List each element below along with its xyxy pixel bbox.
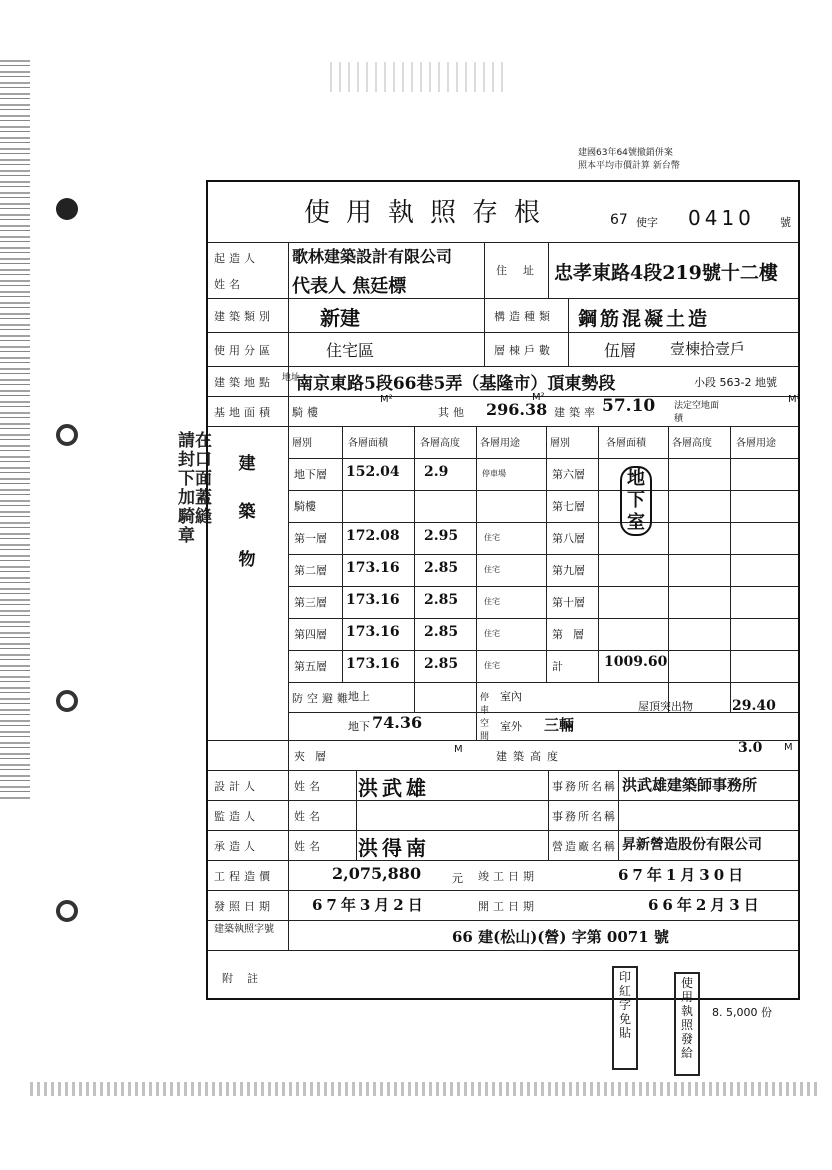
parking-indoor: 室內: [500, 690, 522, 703]
floor-height: 2.85: [424, 624, 459, 640]
punch-hole-2: [56, 424, 78, 446]
floor-height: 2.85: [424, 560, 459, 576]
floor-use: 住宅: [484, 533, 500, 542]
floor-area: 173.16: [346, 592, 400, 608]
scan-edge-noise: [0, 60, 30, 800]
unit-count-label: 層棟戶數: [494, 344, 554, 357]
roof-value: 29.40: [732, 698, 776, 714]
form-title: 使用執照存根: [304, 198, 557, 228]
completion-date: 67年1月30日: [618, 866, 748, 884]
parking-outdoor: 室外: [500, 720, 522, 733]
parking-label: 停車空間: [480, 693, 490, 742]
total-value: 1009.60: [604, 654, 668, 670]
cost-value: 2,075,880: [332, 864, 422, 883]
issue-date: 67年3月2日: [312, 896, 427, 914]
area-col-arcade: 騎樓: [292, 406, 322, 419]
builder-rep: 代表人 焦廷標: [292, 276, 407, 297]
floor-name: 第四層: [294, 628, 327, 641]
license-word: 使字: [636, 216, 658, 229]
col-floor: 層別: [292, 438, 312, 449]
floor-right-6: 第六層: [552, 468, 585, 481]
permit-label: 建築執照字號: [214, 924, 274, 935]
col-use-r: 各層用途: [736, 438, 776, 449]
structure-value: 鋼筋混凝土造: [578, 308, 711, 330]
address-label: 住址: [496, 264, 550, 277]
floor-right-7: 第七層: [552, 500, 585, 513]
floor-area: 173.16: [346, 656, 400, 672]
builder-name-label: 姓名: [214, 278, 244, 291]
col-area-r: 各層面積: [606, 438, 646, 449]
builder-label: 起造人: [214, 252, 259, 265]
floor-use: 停車場: [482, 469, 506, 478]
site-sub: 地址: [282, 373, 301, 383]
civil-def-label: 防空避難: [292, 692, 352, 705]
supervisor-office-label: 事務所名稱: [552, 810, 617, 823]
contractor-label: 承造人: [214, 840, 259, 853]
civil-def-below-value: 74.36: [372, 713, 423, 732]
bld-height-label: 建築高度: [496, 750, 564, 763]
floor-name: 第三層: [294, 596, 327, 609]
top-noise: [330, 62, 510, 92]
floor-right-8: 第八層: [552, 532, 585, 545]
floor-height: 2.9: [424, 464, 449, 480]
area-col-ratio: 建築率: [554, 406, 599, 419]
seal-stamp-1: 印紅字免貼: [612, 966, 638, 1070]
designer-office-label: 事務所名稱: [552, 780, 617, 793]
designer-label: 設計人: [214, 780, 259, 793]
overprint-basement: 地下室: [620, 466, 652, 536]
floor-height: 2.85: [424, 592, 459, 608]
issue-label: 發照日期: [214, 900, 274, 913]
col-use: 各層用途: [480, 438, 520, 449]
floor-right-10: 第十層: [552, 596, 585, 609]
floor-name: 第一層: [294, 532, 327, 545]
address-value: 忠孝東路4段219號十二樓: [554, 262, 778, 284]
area-col-open: 法定空地面積: [674, 401, 720, 424]
top-stamp-2: 照本平均市價計算 新台幣: [578, 161, 680, 171]
top-stamp-1: 建國63年64號撤銷併案: [578, 148, 673, 158]
punch-hole-1: [56, 198, 78, 220]
floor-name: 騎樓: [294, 500, 316, 513]
contractor-name: 洪得南: [358, 836, 430, 860]
designer-office: 洪武雄建築師事務所: [622, 776, 758, 794]
building-class-label: 建築類別: [214, 310, 274, 323]
building-label: 建築物: [238, 454, 256, 570]
supervisor-name-label: 姓名: [294, 810, 324, 823]
civil-def-below: 地下: [348, 720, 370, 733]
contractor-name-label: 姓名: [294, 840, 324, 853]
roof-height: 3.0: [738, 740, 763, 756]
floor-right-total: 計: [552, 660, 573, 673]
floor-area: 173.16: [346, 624, 400, 640]
area-col-other: 其他: [438, 406, 468, 419]
use-zone-label: 使用分區: [214, 344, 274, 357]
units-value: 壹棟拾壹戶: [670, 340, 746, 358]
start-date: 66年2月3日: [648, 896, 763, 914]
bottom-noise: [30, 1082, 820, 1096]
completion-label: 竣工日期: [478, 870, 538, 883]
mezz-label: 夾層: [294, 750, 336, 763]
col-height-r: 各層高度: [672, 438, 712, 449]
punch-hole-3: [56, 690, 78, 712]
side-note: 請在封口下面加蓋騎縫章: [178, 431, 212, 546]
site-label: 建築地點: [214, 376, 274, 389]
roof-label: 屋頂突出物: [638, 700, 693, 713]
note-label: 附註: [222, 972, 272, 985]
supervisor-label: 監造人: [214, 810, 259, 823]
start-label: 開工日期: [478, 900, 538, 913]
area-ratio-value: 57.10: [602, 396, 656, 416]
structure-label: 構造種類: [494, 310, 554, 323]
builder-value: 歌林建築設計有限公司: [292, 247, 453, 266]
area-other-value: 296.38: [486, 400, 548, 419]
floor-height: 2.85: [424, 656, 459, 672]
floor-name: 地下層: [294, 468, 327, 481]
floor-area: 173.16: [346, 560, 400, 576]
floors-value: 伍層: [604, 341, 637, 360]
use-zone-value: 住宅區: [326, 341, 375, 360]
building-class-value: 新建: [320, 306, 360, 330]
license-year: 67: [610, 212, 628, 228]
designer-name: 洪武雄: [358, 776, 430, 800]
floor-area: 152.04: [346, 464, 400, 480]
cost-unit: 元: [452, 872, 463, 885]
floor-name: 第五層: [294, 660, 327, 673]
license-suffix: 號: [780, 216, 791, 229]
col-floor-r: 層別: [550, 438, 570, 449]
floor-use: 住宅: [484, 661, 500, 670]
col-height: 各層高度: [420, 438, 460, 449]
area-label: 基地面積: [214, 406, 274, 419]
col-area: 各層面積: [348, 438, 388, 449]
license-stub-form: 使用執照存根 67 使字 0410 號 起造人 姓名 歌林建築設計有限公司 代表人 焦廷標 住址 忠孝東路4段219號十二樓 建築類別 新建 構造種類 鋼筋混凝土造 使用分區 住宅區 層棟戶數 伍層 壹棟拾壹戶 建築地點 地址 南京東路5段66巷5弄（基隆市）頂東勢段 小段 563-2 地號 基地面積 騎樓 其他 296.38 建築率 57.10 法定空地面積 M² M² M² 建築物 層別 各層面積 各層高度 各層用途 層別 各層面積 各層高度 各層用途 地下層 152.04 2.9 停車場 騎樓 第一層 172.08 2.95 住宅 第二層 173.16 2.85 住宅 第三層 173.16 2.85 住宅 第四層 173.16 2.85 住宅 第五層 173.16 2.85 住宅 第六層 第七層 第八層 第九層 第十層 第層 計 1009.60 地下室 防空避難 地上 地下 74.36 停車空間 室內 室外 三輛 屋頂突出物 29.40 3.0 夾層 建築高度 M M 設計人 姓名 洪武雄 事務所名稱 洪武雄建築師事務所 監造人 姓名 事務所名稱 承造人 姓名 洪得南 營造廠名稱 昇新營造股份有限公司 工程造價 2,075,880 元 竣工日期 67年1月30日 發照日期 67年3月2日 開工日期 66年2月3日 建築執照字號 66 建(松山)(營) 字第 0071 號 附註: [206, 180, 800, 1000]
civil-def-above: 地上: [348, 690, 370, 703]
floor-height: 2.95: [424, 528, 459, 544]
site-value: 南京東路5段66巷5弄（基隆市）頂東勢段: [296, 374, 616, 394]
floor-name: 第二層: [294, 564, 327, 577]
floor-right-n: 第層: [552, 628, 594, 641]
contractor-firm: 昇新營造股份有限公司: [622, 837, 762, 853]
print-run: 8. 5,000 份: [712, 1006, 772, 1019]
license-number: 0410: [688, 206, 755, 230]
floor-use: 住宅: [484, 629, 500, 638]
floor-right-9: 第九層: [552, 564, 585, 577]
contractor-firm-label: 營造廠名稱: [552, 840, 617, 853]
punch-hole-4: [56, 900, 78, 922]
floor-use: 住宅: [484, 565, 500, 574]
site-lot: 小段 563-2 地號: [694, 376, 777, 389]
designer-name-label: 姓名: [294, 780, 324, 793]
floor-area: 172.08: [346, 528, 400, 544]
seal-stamp-2: 使用執照發給: [674, 972, 700, 1076]
permit-value: 66 建(松山)(營) 字第 0071 號: [452, 928, 669, 946]
parking-outdoor-value: 三輛: [544, 716, 575, 734]
cost-label: 工程造價: [214, 870, 274, 883]
floor-use: 住宅: [484, 597, 500, 606]
